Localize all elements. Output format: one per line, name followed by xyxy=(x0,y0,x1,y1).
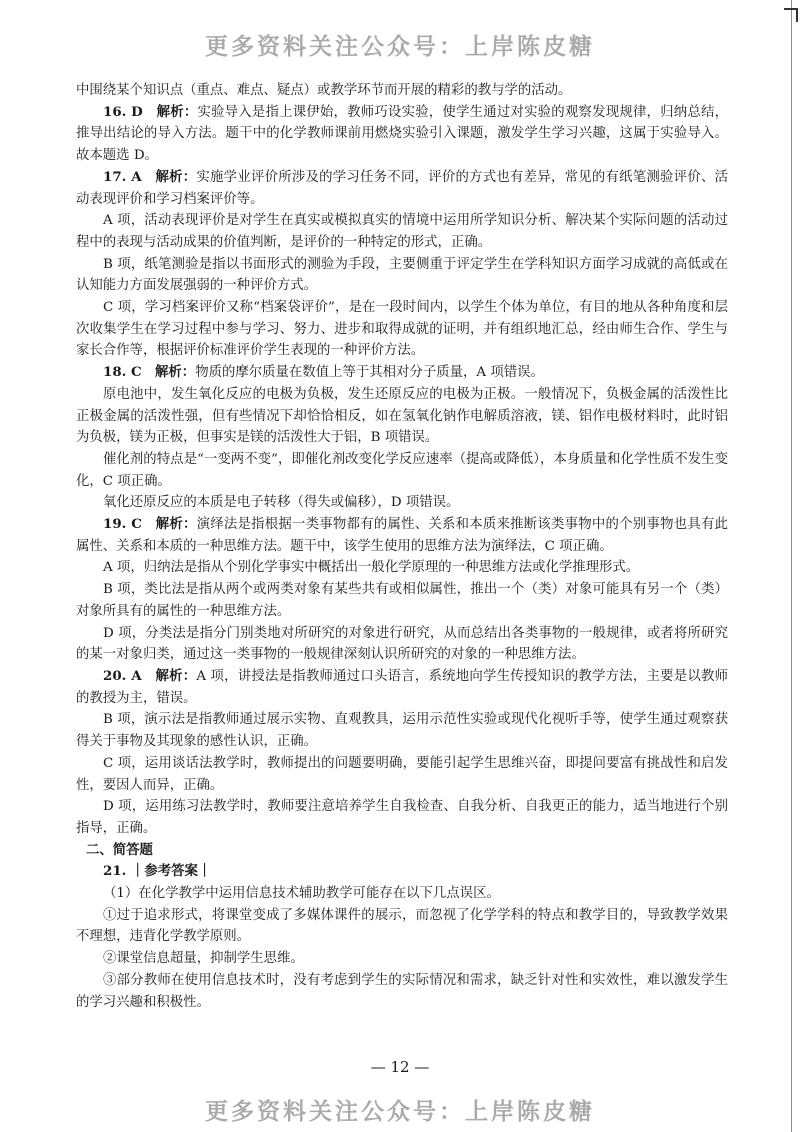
answer-20 xyxy=(76,666,728,709)
document-body xyxy=(76,80,728,1013)
paragraph: B 项，纸笔测验是指以书面形式的测验为手段，主要侧重于评定学生在学科知识方面学习成就的高低或在认知能力方面发展强弱的一种评价方式。 xyxy=(76,256,728,294)
corner-mark xyxy=(784,8,798,22)
watermark-bottom: 更多资料关注公众号：上岸陈皮糖 xyxy=(205,1099,595,1125)
page-number: — 12 — xyxy=(370,1058,430,1076)
paragraph: B 项，类比法是指从两个或两类对象有某些共有或相似属性，推出一个（类）对象可能具有另一个（类）对象所具有的属性的一种思维方法。 xyxy=(76,582,728,619)
paragraph: 氧化还原反应的本质是电子转移（得失或偏移），D 项错误。 xyxy=(103,495,460,511)
answer-head: 16. D 解析： xyxy=(103,103,198,120)
page-edge-rule xyxy=(791,0,792,1132)
answer-head: 18. C 解析： xyxy=(103,364,196,381)
paragraph: A 项，归纳法是指从个别化学事实中概括出一般化学原理的一种思维方法或化学推理形式。 xyxy=(103,560,640,576)
paragraph: B 项，演示法是指教师通过展示实物、直观教具，运用示范性实验或现代化视听手等，使学生通过观察获得关于事物及其现象的感性认识，正确。 xyxy=(76,712,728,750)
answer-text: 实施学业评价所涉及的学习任务不同，评价的方式也有差异，常见的有纸笔测验评价、活动表现评价和学习档案评价等。 xyxy=(76,169,728,207)
paragraph: C 项，运用谈话法教学时，教师提出的问题要明确，要能引起学生思维兴奋，即提问要富有挑战性和启发性，要因人而异，正确。 xyxy=(76,755,728,793)
paragraph: 催化剂的特点是“一变两不变”，即催化剂改变化学反应速率（提高或降低），本身质量和化学性质不发生变化，C 项正确。 xyxy=(76,451,728,489)
answer-text: 实验导入是指上课伊始，教师巧设实验，使学生通过对实验的观察发现规律，归纳总结，推导出结论的导入方法。题干中的化学教师课前用燃烧实验引入课题，激发学生学习兴趣，这属于实验导入。故本题选 D。 xyxy=(76,104,728,164)
answer-head: 17. A 解析： xyxy=(103,168,197,185)
answer-paragraph: ②课堂信息超量，抑制学生思维。 xyxy=(103,951,304,967)
watermark-top: 更多资料关注公众号：上岸陈皮糖 xyxy=(205,34,595,60)
paragraph: C 项，学习档案评价又称“档案袋评价”，是在一段时间内，以学生个体为单位，有目的地从各种角度和层次收集学生在学习过程中参与学习、努力、进步和取得成就的证明，并有组织地汇总，经由师生合作、学生与家长合作等，根据评价标准评价学生表现的一种评价方法。 xyxy=(76,300,728,359)
section-title: 二、简答题 xyxy=(86,841,153,858)
answer-text: 演绎法是指根据一类事物都有的属性、关系和本质来推断该类事物中的个别事物也具有此属性、关系和本质的一种思维方法。题干中，该学生使用的思维方法为演绎法，C 项正确。 xyxy=(76,517,728,554)
answer-head: 19. C 解析： xyxy=(103,516,197,533)
answer-19 xyxy=(76,514,728,557)
answer-text: A 项，讲授法是指教师通过口头语言，系统地向学生传授知识的教学方法，主要是以教师的教授为主，错误。 xyxy=(76,668,728,706)
answer-paragraph: （1）在化学教学中运用信息技术辅助教学可能存在以下几点误区。 xyxy=(103,886,500,902)
paragraph: D 项，运用练习法教学时，教师要注意培养学生自我检查、自我分析、自我更正的能力，适当地进行个别指导，正确。 xyxy=(76,799,728,836)
paragraph: D 项，分类法是指分门别类地对所研究的对象进行研究，从而总结出各类事物的一般规律，或者将所研究的某一对象归类，通过这一类事物的一般规律深刻认识所研究的对象的一种思维方法。 xyxy=(76,625,728,663)
answer-text: 物质的摩尔质量在数值上等于其相对分子质量，A 项错误。 xyxy=(195,365,544,381)
paragraph: 中围绕某个知识点（重点、难点、疑点）或教学环节而开展的精彩的教与学的活动。 xyxy=(76,83,572,98)
answer-paragraph: ①过于追求形式，将课堂变成了多媒体课件的展示，而忽视了化学学科的特点和教学目的，导致教学效果不理想，违背化学教学原则。 xyxy=(76,907,728,945)
answer-head: 20. A 解析： xyxy=(103,667,197,684)
answer-18 xyxy=(76,362,728,384)
answer-paragraph: ③部分教师在使用信息技术时，没有考虑到学生的实际情况和需求，缺乏针对性和实效性，难以激发学生的学习兴趣和积极性。 xyxy=(76,972,728,1010)
paragraph: 原电池中，发生氧化反应的电极为负极，发生还原反应的电极为正极。一般情况下，负极金属的活泼性比正极金属的活泼性强，但有些情况下却恰恰相反，如在氢氧化钠作电解质溶液，镁、铝作电极材料时，此时铝为负极，镁为正极，但事实是镁的活泼性大于铝，B 项错误。 xyxy=(76,386,728,446)
paragraph: A 项，活动表现评价是对学生在真实或模拟真实的情境中运用所学知识分析、解决某个实际问题的活动过程中的表现与活动成果的价值判断，是评价的一种特定的形式，正确。 xyxy=(76,213,728,250)
answer-17 xyxy=(76,167,728,210)
answer-16 xyxy=(76,102,728,167)
question-21-label: 21. ｜参考答案｜ xyxy=(103,863,212,880)
